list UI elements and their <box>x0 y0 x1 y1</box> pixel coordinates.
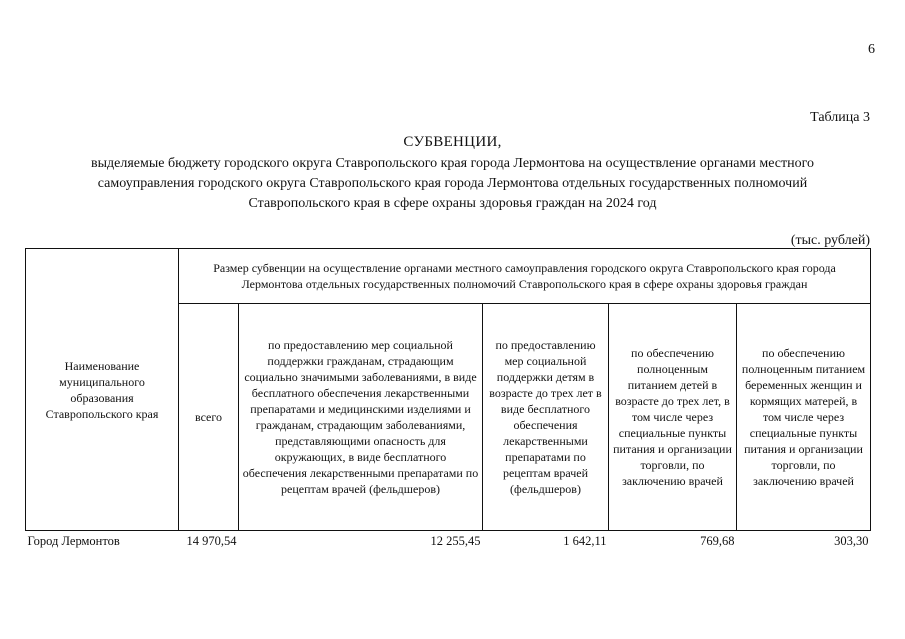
units-label: (тыс. рублей) <box>790 233 870 248</box>
column-header-mothers-nutrition: по обеспечению полноценным питанием беременных женщин и кормящих матерей, в том числе через специальные пункты питания и организации торговли, по заключению врачей <box>737 304 871 531</box>
subtitle-line: Ставропольского края в сфере охраны здоровья граждан на 2024 год <box>248 196 657 211</box>
subtitle-line: выделяемые бюджету городского округа Ставропольского края города Лермонтова на осуществление органами местного <box>91 156 814 171</box>
page-number: 6 <box>868 42 875 57</box>
table-header-row <box>26 249 871 304</box>
column-header-children-nutrition: по обеспечению полноценным питанием детей в возрасте до трех лет, в том числе через специальные пункты питания и организации торговли, по заключению врачей <box>609 304 737 531</box>
cell-value-3: 769,68 <box>700 534 735 548</box>
cell-value-1: 12 255,45 <box>430 534 481 548</box>
table-row <box>26 531 871 552</box>
subventions-table <box>25 248 871 551</box>
table-label: Таблица 3 <box>810 110 870 125</box>
column-header-social-support: по предоставлению мер социальной поддержки гражданам, страдающим социально значимыми заболеваниями, в виде бесплатного обеспечения лекарственными препаратами и медицинскими изделиями и гражданам, страдающим заболеваниями, представляющими опасность для окружающих, в виде бесплатного обеспечения лекарственными препаратами по рецептам врачей (фельдшеров) <box>239 304 483 531</box>
column-header-name: Наименование муниципального образования Ставропольского края <box>26 249 179 531</box>
document-subtitle <box>0 154 905 214</box>
column-header-children-medicines: по предоставлению мер социальной поддержки детям в возрасте до трех лет в виде бесплатного обеспечения лекарственными препаратами по рецептам врачей (фельдшеров) <box>483 304 609 531</box>
document-title: СУБВЕНЦИИ, <box>403 134 502 150</box>
cell-municipality: Город Лермонтов <box>27 534 120 548</box>
group-header: Размер субвенции на осуществление органами местного самоуправления городского округа Ставропольского края города Лермонтова отдельных государственных полномочий Ставропольского края в сфере охраны здоровья граждан <box>179 249 871 304</box>
cell-value-4: 303,30 <box>834 534 869 548</box>
column-header-total: всего <box>179 304 239 531</box>
cell-value-2: 1 642,11 <box>563 534 607 548</box>
subtitle-line: самоуправления городского округа Ставропольского края города Лермонтова отдельных государственных полномочий <box>97 176 808 191</box>
cell-total: 14 970,54 <box>186 534 237 548</box>
